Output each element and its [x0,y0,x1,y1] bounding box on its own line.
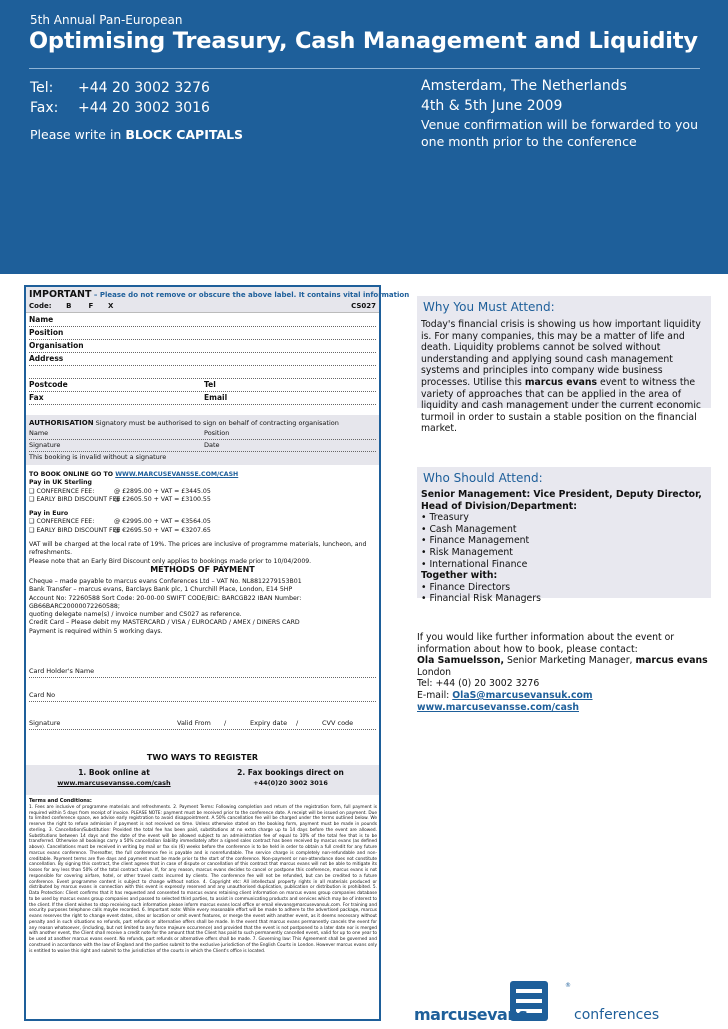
pay-uk-heading: Pay in UK Sterling [29,479,92,487]
event-dates: 4th & 5th June 2009 [421,98,563,114]
event-edition: 5th Annual Pan-European [30,13,183,27]
two-ways-title: TWO WAYS TO REGISTER [146,753,259,762]
tel-field: Tel [204,380,216,389]
register-online[interactable]: 1. Book online at www.marcusevanssе.com/cash [57,768,171,787]
auth-signature-field[interactable]: Signature Date [29,441,376,452]
cvv-field: CVV code [322,719,354,727]
fax-field[interactable]: Fax Email [29,393,376,405]
event-title: Optimising Treasury, Cash Management and Liquidity [29,28,698,54]
authorisation-section: AUTHORISATION Signatory must be authorised to sign on behalf of contracting organisation Name Position Signature Date This booking is invalid without a signature [26,415,379,465]
venue-info [421,76,627,116]
early-eu-option[interactable]: ❑ EARLY BIRD DISCOUNT FEE @ €2695.50 + VAT = €3207.65 [29,526,211,534]
header-divider [29,68,700,69]
list-item: • Risk Management [421,546,513,558]
list-item: • Cash Management [421,523,517,535]
register-fax: 2. Fax bookings direct on +44(0)20 3002 3016 [237,768,344,787]
website-link[interactable]: www.marcusevansse.com/cash [417,701,579,713]
fax-number: +44 20 3002 3016 [78,100,210,116]
list-item: • Financial Risk Managers [421,593,541,605]
list-item: • Finance Directors [421,581,511,593]
contact-email: E-mail: OlaS@marcusevansuk.com [417,689,593,701]
registered-mark: ® [565,982,571,989]
list-item: • Finance Management [421,535,530,547]
contact-person: Ola Samuelsson, Senior Marketing Manager, marcus evans London [417,655,708,678]
auth-date-field: Date [204,441,220,449]
auth-position-field: Position [204,429,230,437]
payment-methods: Cheque – made payable to marcus evans Conferences Ltd – VAT No. NL8812279153B01 Bank Transfer – marcus evans, Barclays Bank plc, 1 Churchill Place, London, E14 5HP Account No: 72260588 Sort Code: 20-00-00 SWIFT CODE/BIC: BARCGB22 IBAN Number: GB66BARC20000072260588; quoting delegate name(s) / invoice number and CS027 as reference. Credit Card – Please debit my MASTERCARD / VISA / EUROCARD / AMEX / DINERS CARD Payment is required within 5 working days. [29,578,302,635]
register-options [26,765,379,795]
contact-info [417,632,711,724]
vat-note: VAT will be charged at the local rate of 19%. The prices are inclusive of programme materials, luncheon, and refreshments. [29,541,367,557]
fax-label: Fax: [30,100,59,116]
signature-warning: This booking is invalid without a signature [29,453,167,461]
expiry-field: Expiry date [250,719,288,727]
important-label-area: IMPORTANT – Please do not remove or obscure the above label. It contains vital information Code: B F X CS027 [26,287,379,313]
block-capitals-note: Please write in BLOCK CAPITALS [30,127,244,142]
who-attend-list: Senior Management: Vice President, Deputy Director, Head of Division/Department: • Treasury • Cash Management • Finance Management • Risk Management • International Finance Together with: • Finance Directors • Financial Risk Managers [421,489,709,605]
methods-title: METHODS OF PAYMENT [150,565,255,574]
early-bird-note: Please note that an Early Bird Discount only applies to bookings made prior to 10/04/2009. [29,557,312,565]
email-field: Email [204,393,228,402]
why-attend-text: Today's financial crisis is showing us how important liquidity is. For many companies, this may be a matter of life and death. Liquidity problems cannot be solved without understanding and applying sound cash management systems and principles into company wide business processes. Utilise this marcus evans event to witness the variety of approaches that can be applied in the area of liquidity and cash management under the current economic turmoil in order to sustain a stable position on the financial market. [421,319,702,435]
position-field[interactable]: Position [29,328,376,340]
logo-conferences: conferences [574,1007,660,1023]
tel-label: Tel: [30,80,54,96]
venue-city: Amsterdam, The Netherlands [421,78,627,94]
address-field-2[interactable] [29,367,376,379]
code-value: CS027 [351,302,376,310]
list-item: • Treasury [421,512,469,524]
who-attend-title: Who Should Attend: [423,471,543,485]
who-attend-box [417,467,711,605]
card-number-field[interactable]: Card No [29,691,376,702]
booking-code: Code: B F X CS027 [29,302,376,310]
why-attend-title: Why You Must Attend: [423,300,555,314]
pay-euro-heading: Pay in Euro [29,510,69,518]
fee-eu-option[interactable]: ❑ CONFERENCE FEE: @ €2995.00 + VAT = €3564.05 [29,518,211,526]
auth-name-field[interactable]: Name Position [29,429,376,440]
logo-wordmark: marcusevans [414,1005,528,1024]
tel-number: +44 20 3002 3276 [78,80,210,96]
card-holder-field[interactable]: Card Holder's Name [29,667,376,678]
terms-and-conditions: Terms and Conditions: 1. Fees are inclusive of programme materials and refreshments. 2. Payment Terms: Following completion and return of the registration form, full payment is required within 5 days from receipt of invoice. PLEASE NOTE: payment must be received prior to the conference date. A receipt will be issued on payment. Due to limited conference space, we advise early registration to avoid disappointment. A 50% cancellation fee will be charged under the terms outlined below. We reserve the right to refuse admission if payment is not received on time. Unless otherwise stated on the booking form, payment must be made in pounds sterling. 3. Cancellation/Substitution: Provided the total fee has been paid, substitutions at no extra charge up to 14 days before the event are allowed. Substitutions between 14 days and the date of the event will be allowed subject to an administration fee of equal to 10% of the total fee that is to be transferred. Otherwise all bookings carry a 50% cancellation liability immediately after a signed sales contract has been received by marcus evans (as defined above). Cancellations must be received in writing by mail or fax six (6) weeks before the conference is to be held in order to obtain a full credit for any future marcus evans conference. Thereafter, the full conference fee is payable and is nonrefundable. The service charge is completely non-refundable and non-creditable. Payment terms are five days and payment must be made prior to the start of the conference. Non-payment or non-attendance does not constitute cancellation. By signing this contract, the client agrees that in case of dispute or cancellation of this contract that marcus evans will not be able to mitigate its losses for any less than 50% of the total contract value. If, for any reason, marcus evans decides to cancel or postpone this conference, marcus evans is not responsible for covering airfare, hotel, or other travel costs incurred by clients. The conference fee will not be refunded, but can be credited to a future conference. Event programme content is subject to change without notice. 4. Copyright etc: All intellectual property rights in all materials produced or distributed by marcus evans in connection with this event is expressly reserved and any unauthorised duplication, publication or distribution is prohibited. 5. Data Protection: Client confirms that it has requested and consented to marcus evans retaining client information on marcus evans group companies database to be used by marcus evans group companies and passed to selected third parties, to assist in communicating products and services which may be of interest to the client. If the client wishes to stop receiving such information please inform marcus evans local office or email elevans@marcusevansuk.com. For training and security purposes telephone calls maybe recorded. 6. Important note: While every reasonable effort will be made to adhere to the advertised package, marcus evans reserves the right to change event dates, sites or location or omit event features, or merge the event with another event, as it deems necessary without penalty and in such situations no refunds, part refunds or alternative offers shall be made. In the event that marcus evans permanently cancels the event for any reason whatsoever, (including, but not limited to any force majeure occurrence) and provided that the event is not postponed to a later date nor is merged with another event, the Client shall receive a credit note for the amount that the Client has paid to such permanently cancelled event, valid for up to one year to be used at another marcus evans event. No refunds, part refunds or alternative offers shall be made. 7. Governing law: This Agreement shall be governed and construed in accordance with the law of England and the parties submit to the exclusive jurisdiction of the English Courts in London. However marcus evans only is entitled to waive this right and submit to the jurisdiction of the courts in which the Client's office is located. [29,798,377,954]
valid-from-field: Valid From [177,719,211,727]
organisation-field[interactable]: Organisation [29,341,376,353]
book-online-link[interactable]: WWW.MARCUSEVANSSE.COM/CASH [115,471,239,478]
address-field[interactable]: Address [29,354,376,366]
contact-intro: If you would like further information about the event or information about how to book, please contact: [417,632,675,655]
card-signature-field[interactable]: Signature Valid From / Expiry date / CVV code [29,719,376,730]
registration-form [24,285,410,1021]
list-item: • International Finance [421,558,528,570]
fee-uk-option[interactable]: ❑ CONFERENCE FEE: @ £2895.00 + VAT = £3445.05 [29,487,211,495]
early-uk-option[interactable]: ❑ EARLY BIRD DISCOUNT FEE @ £2605.50 + VAT = £3100.55 [29,495,211,503]
contact-tel: Tel: +44 (0) 20 3002 3276 [417,678,540,690]
name-field[interactable]: Name [29,315,376,327]
marcus-evans-logo [414,981,714,1023]
contact-numbers [30,78,210,118]
venue-note: Venue confirmation will be forwarded to you one month prior to the conference [421,117,698,149]
fees-section: TO BOOK ONLINE GO TO WWW.MARCUSEVANSSE.COM/CASH Pay in UK Sterling ❑ CONFERENCE FEE: @ £2895.00 + VAT = £3445.05 ❑ EARLY BIRD DISCOUNT FEE @ £2605.50 + VAT = £3100.55 Pay in Euro ❑ CONFERENCE FEE: @ €2995.00 + VAT = €3564.05 ❑ EARLY BIRD DISCOUNT FEE @ €2695.50 + VAT = €3207.65 VAT will be charged at the local rate of 19%. The prices are inclusive of programme materials, luncheon, and refreshments. Please note that an Early Bird Discount only applies to bookings made prior to 10/04/2009. [29,471,376,566]
email-link[interactable]: OlaS@marcusevansuk.com [452,689,593,701]
header-banner [0,0,728,274]
postcode-field[interactable]: Postcode Tel [29,380,376,392]
why-attend-box [417,296,711,435]
